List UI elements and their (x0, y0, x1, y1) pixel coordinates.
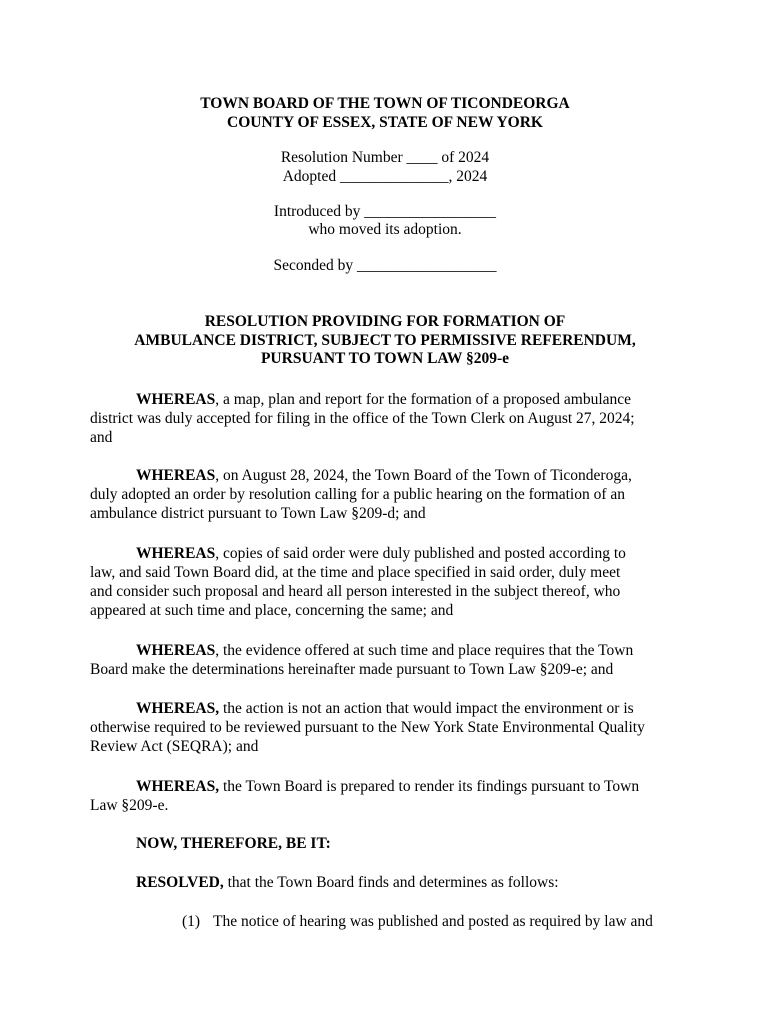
resolved-paragraph (136, 873, 559, 892)
adopted-line: Adopted ______________, 2024 (282, 168, 488, 185)
whereas-text: ambulance district pursuant to Town Law §209-d; and (90, 505, 426, 522)
header-line-2: COUNTY OF ESSEX, STATE OF NEW YORK (227, 114, 543, 131)
whereas-paragraph (90, 777, 682, 815)
whereas-keyword: WHEREAS (136, 467, 216, 484)
whereas-text: Review Act (SEQRA); and (90, 738, 259, 755)
whereas-text: the Town Board is prepared to render its findings pursuant to Town (219, 778, 640, 795)
whereas-paragraph (90, 544, 682, 620)
whereas-paragraph (90, 466, 682, 523)
whereas-text: district was duly accepted for filing in the office of the Town Clerk on August 27, 2024; (90, 410, 635, 427)
title-line-2: AMBULANCE DISTRICT, SUBJECT TO PERMISSIVE REFERENDUM, (134, 332, 636, 349)
whereas-text: appeared at such time and place, concerning the same; and (90, 602, 454, 619)
whereas-text: the action is not an action that would impact the environment or is (219, 700, 634, 717)
header-line-1: TOWN BOARD OF THE TOWN OF TICONDEORGA (200, 95, 570, 112)
whereas-text: duly adopted an order by resolution calling for a public hearing on the formation of an (90, 486, 626, 503)
whereas-paragraph (90, 699, 682, 756)
whereas-text: , the evidence offered at such time and place requires that the Town (215, 642, 634, 659)
whereas-paragraph (90, 641, 682, 679)
whereas-text: , a map, plan and report for the formation of a proposed ambulance (215, 391, 632, 408)
resolution-number: Resolution Number ____ of 2024 (280, 149, 490, 166)
resolved-keyword: RESOLVED, (136, 874, 224, 891)
introduced-by-line: Introduced by _________________ (273, 203, 497, 220)
whereas-keyword: WHEREAS, (136, 778, 220, 795)
title-line-1: RESOLUTION PROVIDING FOR FORMATION OF (204, 313, 566, 330)
resolved-text: that the Town Board finds and determines as follows: (223, 874, 559, 891)
whereas-text: Law §209-e. (90, 797, 169, 814)
now-therefore-heading: NOW, THEREFORE, BE IT: (136, 835, 331, 852)
whereas-text: and consider such proposal and heard all person interested in the subject thereof, who (90, 583, 621, 600)
title-line-3: PURSUANT TO TOWN LAW §209-e (260, 350, 510, 367)
whereas-keyword: WHEREAS (136, 642, 216, 659)
moved-adoption-line: who moved its adoption. (308, 221, 462, 238)
whereas-keyword: WHEREAS, (136, 700, 220, 717)
whereas-text: , copies of said order were duly published and posted according to (215, 545, 626, 562)
whereas-text: and (90, 429, 113, 446)
whereas-text: law, and said Town Board did, at the time and place specified in said order, duly meet (90, 564, 621, 581)
whereas-keyword: WHEREAS (136, 545, 216, 562)
whereas-text: , on August 28, 2024, the Town Board of the Town of Ticonderoga, (215, 467, 632, 484)
whereas-text: Board make the determinations hereinafter made pursuant to Town Law §209-e; and (90, 661, 614, 678)
list-item-marker: (1) (182, 913, 201, 930)
list-item-text: The notice of hearing was published and posted as required by law and (213, 913, 653, 930)
whereas-paragraph (90, 390, 682, 447)
whereas-keyword: WHEREAS (136, 391, 216, 408)
whereas-text: otherwise required to be reviewed pursuant to the New York State Environmental Quality (90, 719, 645, 736)
seconded-by-line: Seconded by __________________ (273, 257, 497, 274)
